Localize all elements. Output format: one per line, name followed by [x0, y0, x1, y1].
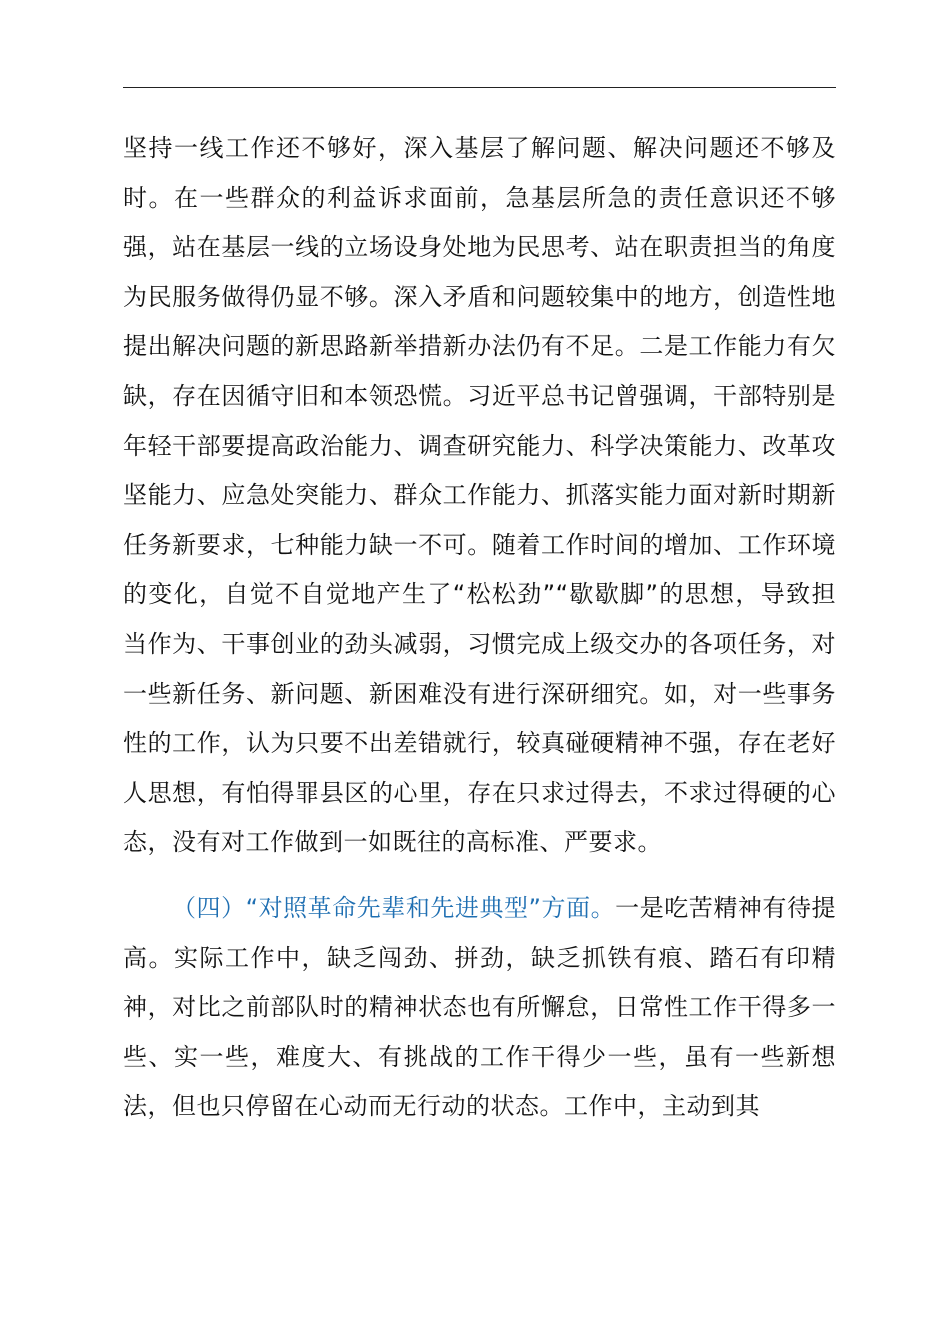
body-paragraph-2: [123, 884, 836, 1132]
section-heading: （四）“对照革命先辈和先进典型”方面。: [172, 893, 616, 922]
header-rule: [123, 87, 836, 88]
body-paragraph-1: 坚持一线工作还不够好，深入基层了解问题、解决问题还不够及时。在一些群众的利益诉求面前，急基层所急的责任意识还不够强，站在基层一线的立场设身处地为民思考、站在职责担当的角度为民服务做得仍显不够。深入矛盾和问题较集中的地方，创造性地提出解决问题的新思路新举措新办法仍有不足。二是工作能力有欠缺，存在因循守旧和本领恐慌。习近平总书记曾强调，干部特别是年轻干部要提高政治能力、调查研究能力、科学决策能力、改革攻坚能力、应急处突能力、群众工作能力、抓落实能力面对新时期新任务新要求，七种能力缺一不可。随着工作时间的增加、工作环境的变化，自觉不自觉地产生了“松松劲”“歇歇脚”的思想，导致担当作为、干事创业的劲头减弱，习惯完成上级交办的各项任务，对一些新任务、新问题、新困难没有进行深研细究。如，对一些事务性的工作，认为只要不出差错就行，较真碰硬精神不强，存在老好人思想，有怕得罪县区的心里，存在只求过得去，不求过得硬的心态，没有对工作做到一如既往的高标准、严要求。: [123, 134, 836, 857]
document-body: [123, 124, 836, 1132]
section-paragraph-text: 一是吃苦精神有待提高。实际工作中，缺乏闯劲、拼劲，缺乏抓铁有痕、踏石有印精神，对比之前部队时的精神状态也有所懈怠，日常性工作干得多一些、实一些，难度大、有挑战的工作干得少一些，虽有一些新想法，但也只停留在心动而无行动的状态。工作中，主动到其: [123, 893, 837, 1121]
